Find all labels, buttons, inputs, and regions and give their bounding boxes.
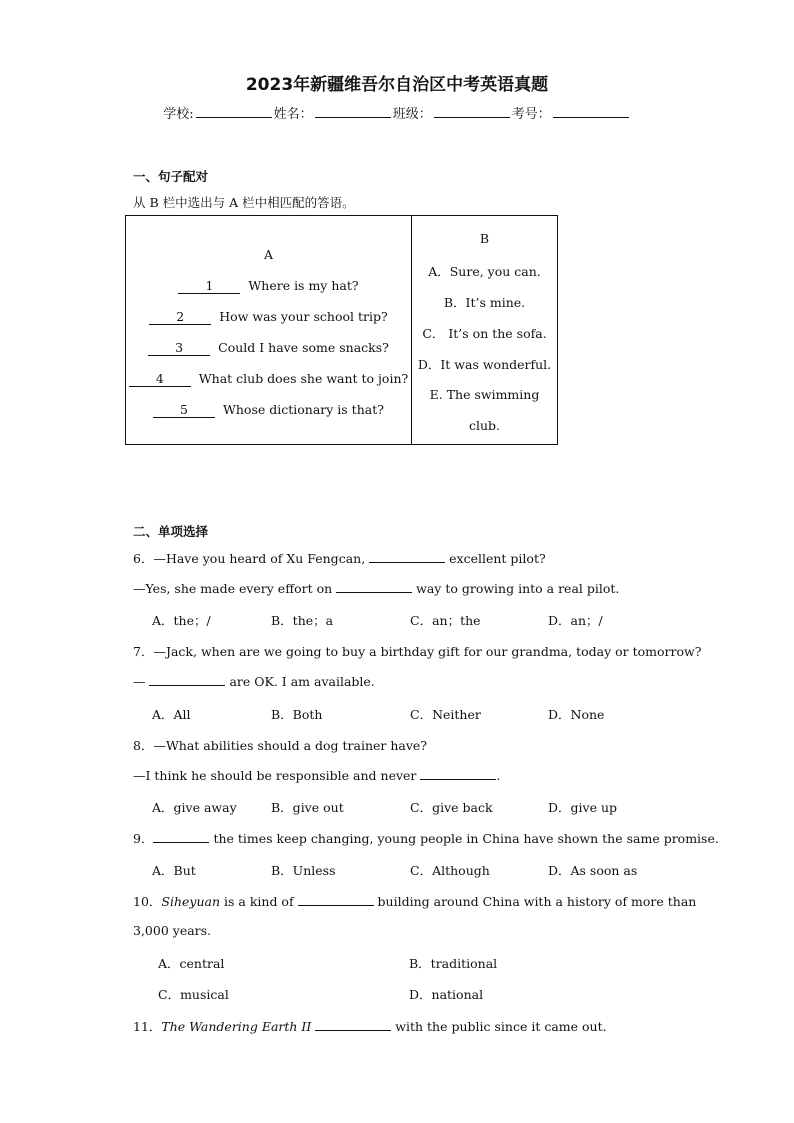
q8-text-b: . <box>496 768 501 783</box>
q6-option[interactable]: C．an；the <box>410 613 481 628</box>
class-label: 班级： <box>392 107 432 122</box>
a-item <box>126 371 411 387</box>
column-b <box>412 216 557 444</box>
q9-option[interactable]: A．But <box>152 863 196 878</box>
a-item-text: Whose dictionary is that? <box>223 402 384 417</box>
q11-line1 <box>133 1017 607 1035</box>
q6-blank-1[interactable] <box>369 550 445 563</box>
q10-blank[interactable] <box>298 893 374 906</box>
q8-option[interactable]: C．give back <box>410 800 493 815</box>
q11-number: 11． <box>133 1019 162 1034</box>
answer-blank[interactable]: 3 <box>148 340 210 356</box>
a-item <box>126 309 411 325</box>
exam-no-label: 考号： <box>511 107 551 122</box>
q7-option[interactable]: B．Both <box>271 707 323 722</box>
a-item-text: Where is my hat? <box>248 278 359 293</box>
q9-option[interactable]: D．As soon as <box>548 863 638 878</box>
q10-text-b: building around China with a history of more than <box>377 894 697 909</box>
q9-option[interactable]: B．Unless <box>271 863 336 878</box>
name-label: 姓名： <box>273 107 313 122</box>
name-blank[interactable] <box>315 105 391 118</box>
school-label: 学校: <box>163 107 194 122</box>
q6-blank-2[interactable] <box>336 580 412 593</box>
class-blank[interactable] <box>434 105 510 118</box>
q6-line2 <box>133 580 619 596</box>
q6-option[interactable]: A．the；/ <box>152 613 211 628</box>
matching-table <box>125 215 558 445</box>
answer-blank[interactable]: 5 <box>153 402 215 418</box>
q8-option[interactable]: A．give away <box>152 800 237 815</box>
student-info-row <box>0 103 794 122</box>
q7-text-a: — <box>133 674 146 689</box>
q11-blank[interactable] <box>315 1018 391 1031</box>
q10-option[interactable]: C．musical <box>158 987 229 1002</box>
q10-text-a: is a kind of <box>224 894 294 909</box>
section2-heading: 二、单项选择 <box>133 524 209 539</box>
exam-no-blank[interactable] <box>553 105 629 118</box>
q11-text: with the public since it came out. <box>395 1019 607 1034</box>
q7-line2 <box>133 673 375 689</box>
q6-option[interactable]: B．the；a <box>271 613 334 628</box>
q6-option[interactable]: D．an；/ <box>548 613 603 628</box>
q7-text-b: are OK. I am available. <box>229 674 375 689</box>
q8-blank[interactable] <box>420 767 496 780</box>
column-a <box>126 216 411 444</box>
section1-instruction: 从 B 栏中选出与 A 栏中相匹配的答语。 <box>133 195 355 210</box>
q10-option[interactable]: D．national <box>409 987 484 1002</box>
q7-line1: 7．—Jack, when are we going to buy a birthday gift for our grandma, today or tomorrow? <box>133 644 702 659</box>
b-item: C． It’s on the sofa. <box>422 326 547 341</box>
a-item <box>126 340 411 356</box>
b-item: B．It’s mine. <box>443 295 526 310</box>
q6-text-c: —Yes, she made every effort on <box>133 581 333 596</box>
a-item-text: Could I have some snacks? <box>218 340 389 355</box>
answer-blank[interactable]: 2 <box>149 309 211 325</box>
q6-line1 <box>133 549 546 567</box>
q9-option[interactable]: C．Although <box>410 863 490 878</box>
q9-text-a: 9． <box>133 831 154 846</box>
b-item: A．Sure, you can. <box>428 264 541 279</box>
q10-line1 <box>133 892 696 910</box>
q7-option[interactable]: C．Neither <box>410 707 481 722</box>
a-item <box>126 402 411 418</box>
q6-text-b: excellent pilot? <box>449 551 546 566</box>
q10-number: 10． <box>133 894 162 909</box>
answer-blank[interactable]: 1 <box>178 278 240 294</box>
q7-option[interactable]: D．None <box>548 707 605 722</box>
a-item <box>126 278 411 294</box>
q10-line2: 3,000 years. <box>133 923 212 938</box>
page-title: 2023年新疆维吾尔自治区中考英语真题 <box>245 75 549 95</box>
q7-blank[interactable] <box>149 673 225 686</box>
q8-option[interactable]: D．give up <box>548 800 618 815</box>
q9-blank[interactable] <box>153 830 209 843</box>
q11-italic-title: The Wandering Earth II <box>161 1019 312 1034</box>
q6-text-d: way to growing into a real pilot. <box>416 581 620 596</box>
q6-text-a: 6．—Have you heard of Xu Fengcan, <box>133 551 366 566</box>
q8-line1: 8．—What abilities should a dog trainer have? <box>133 738 428 753</box>
q9-text-b: the times keep changing, young people in China have shown the same promise. <box>213 831 719 846</box>
q9-line1 <box>133 829 719 847</box>
q10-option[interactable]: A．central <box>158 956 225 971</box>
a-item-text: What club does she want to join? <box>198 371 409 386</box>
column-b-header: B <box>479 231 490 246</box>
school-blank[interactable] <box>196 105 272 118</box>
section1-heading: 一、句子配对 <box>133 169 209 184</box>
b-item: E. The swimming <box>429 387 540 402</box>
q8-text-a: —I think he should be responsible and never <box>133 768 417 783</box>
b-item: club. <box>468 418 501 433</box>
column-a-header: A <box>263 247 274 262</box>
answer-blank[interactable]: 4 <box>129 371 191 387</box>
q7-option[interactable]: A．All <box>152 707 191 722</box>
q8-line2 <box>133 767 500 783</box>
q8-option[interactable]: B．give out <box>271 800 344 815</box>
q10-option[interactable]: B．traditional <box>409 956 498 971</box>
a-item-text: How was your school trip? <box>219 309 388 324</box>
q10-italic-term: Siheyuan <box>161 894 221 909</box>
b-item: D．It was wonderful. <box>417 357 552 372</box>
